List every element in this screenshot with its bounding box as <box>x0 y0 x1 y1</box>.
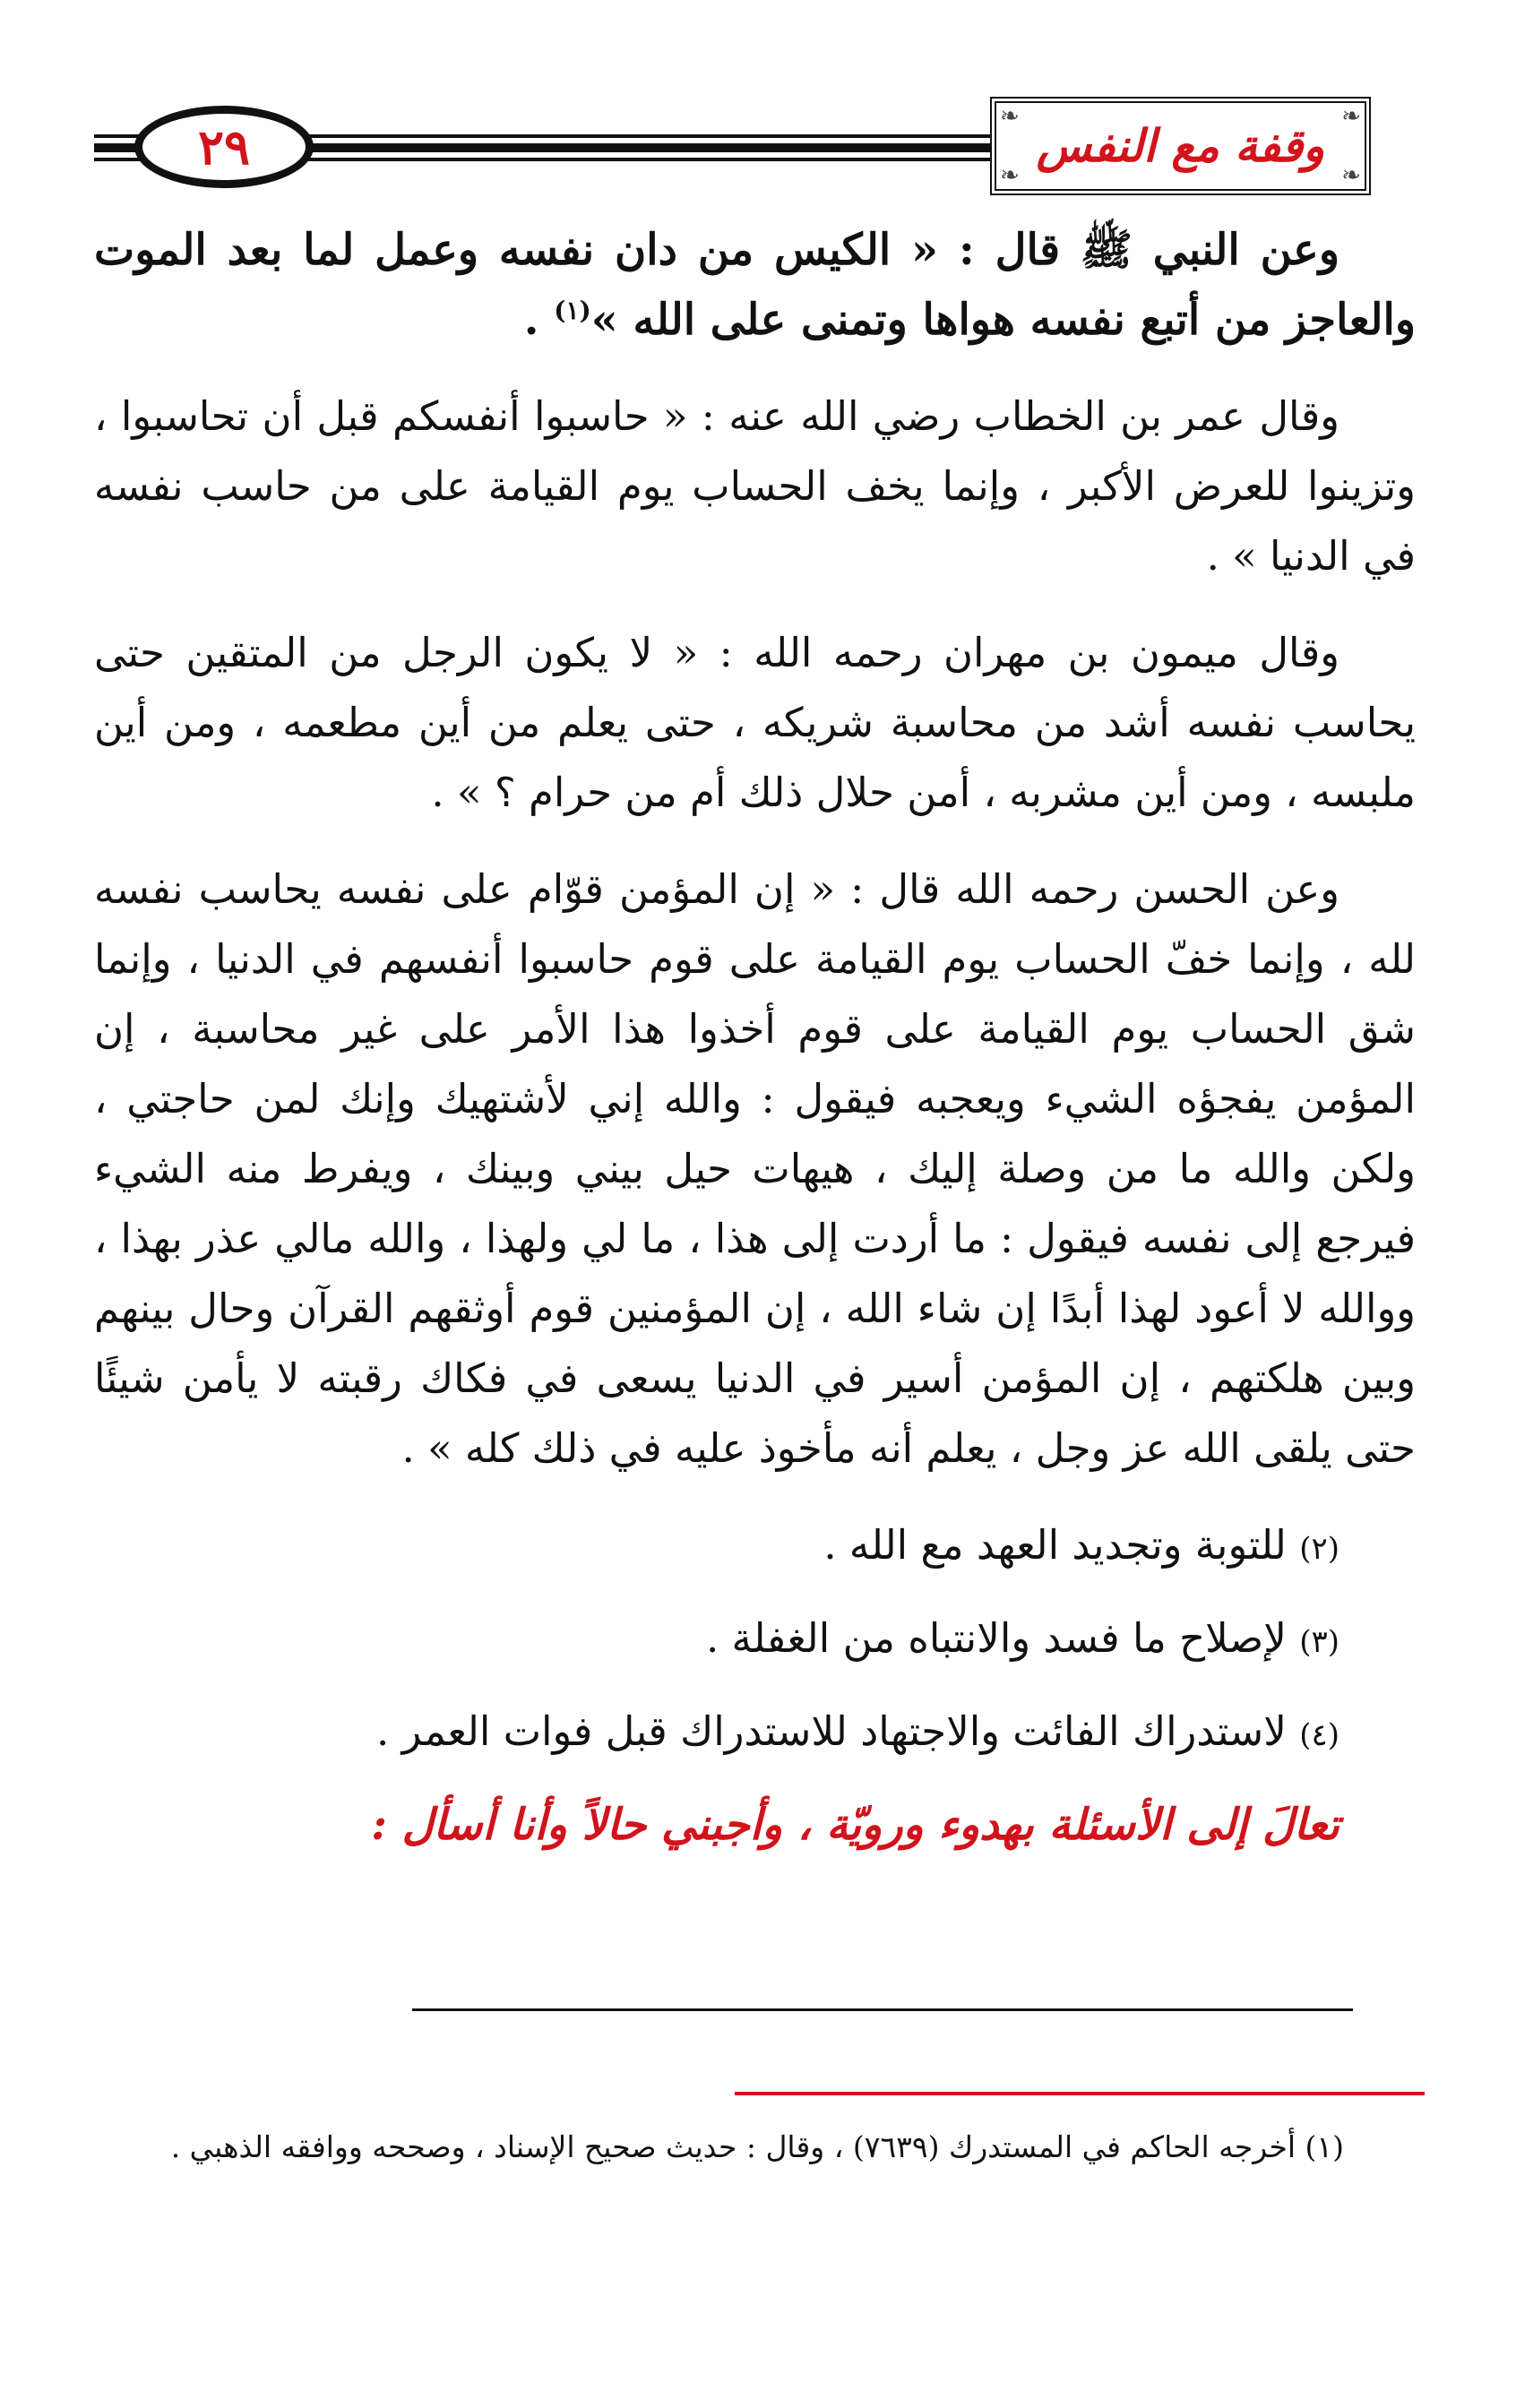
paragraph-hasan: وعن الحسن رحمه الله قال : « إن المؤمن قوّام على نفسه يحاسب نفسه لله ، وإنما خفّ الحساب يوم القيامة على قوم حاسبوا أنفسهم في الدنيا ، وإنما شق الحساب يوم القيامة على قوم أخذوا هذا الأمر على غير محاسبة ، إن المؤمن يفجؤه الشيء ويعجبه فيقول : والله إني لأشتهيك وإنك لمن حاجتي ، ولكن والله ما من وصلة إليك ، هيهات حيل بيني وبينك ، ويفرط منه الشيء فيرجع إلى نفسه فيقول : ما أردت إلى هذا ، ما لي ولهذا ، والله مالي عذر بهذا ، ووالله لا أعود لهذا أبدًا إن شاء الله ، إن المؤمنين قوم أوثقهم القرآن وحال بينهم وبين هلكتهم ، إن المؤمن أسير في الدنيا يسعى في فكاك رقبته لا يأمن شيئًا حتى يلقى الله عز وجل ، يعلم أنه مأخوذ عليه في ذلك كله » . <box>94 865 1416 1472</box>
body-text <box>94 215 1416 1860</box>
list-number: (٣) <box>1299 1624 1339 1660</box>
footnote-marker: (١) <box>554 296 591 325</box>
paragraph-maymun: وقال ميمون بن مهران رحمه الله : « لا يكون الرجل من المتقين حتى يحاسب نفسه أشد من محاسبة شريكه ، حتى يعلم من أين مطعمه ، ومن أين ملبسه ، ومن أين مشربه ، أمن حلال ذلك أم من حرام ؟ » . <box>94 629 1416 816</box>
paragraph-umar: وقال عمر بن الخطاب رضي الله عنه : « حاسبوا أنفسكم قبل أن تحاسبوا ، وتزينوا للعرض الأكبر ، وإنما يخف الحساب يوم القيامة على من حاسب نفسه في الدنيا » . <box>94 392 1416 580</box>
footnote-separator <box>735 2092 1425 2095</box>
chapter-title: وقفة مع النفس <box>1036 119 1325 172</box>
list-item <box>94 1697 1416 1770</box>
paragraph-text: وعن النبي ﷺ قال : « الكيس من دان نفسه وعمل لما بعد الموت والعاجز من أتبع نفسه هواها وتمنى على الله » <box>94 225 1416 345</box>
paragraph-end: . <box>523 295 555 345</box>
list-item <box>94 1510 1416 1584</box>
page-number-oval <box>134 106 314 188</box>
chapter-title-box <box>990 97 1371 195</box>
footnote: (١) أخرجه الحاكم في المستدرك (٧٦٣٩) ، وقال : حديث صحيح الإسناد ، وصححه ووافقه الذهبي . <box>170 2129 1344 2164</box>
ornament-icon: ❧ <box>1000 162 1020 189</box>
list-number: (٤) <box>1299 1717 1339 1753</box>
call-to-questions: تعالَ إلى الأسئلة بهدوء ورويّة ، وأجبني حالاً وأنا أسأل : <box>371 1800 1339 1850</box>
call-underline <box>412 2008 1353 2011</box>
list-number: (٢) <box>1299 1531 1339 1567</box>
list-item <box>94 1604 1416 1677</box>
list-text: لإصلاح ما فسد والانتباه من الغفلة . <box>705 1614 1287 1662</box>
ornament-icon: ❧ <box>1341 162 1361 189</box>
ornament-icon: ❧ <box>1341 103 1361 130</box>
page-number: ٢٩ <box>198 118 251 176</box>
list-text: للتوبة وتجديد العهد مع الله . <box>823 1521 1287 1569</box>
paragraph-hadith <box>94 215 1416 355</box>
ornament-icon: ❧ <box>1000 103 1020 130</box>
list-text: لاستدراك الفائت والاجتهاد للاستدراك قبل فوات العمر . <box>376 1707 1287 1755</box>
